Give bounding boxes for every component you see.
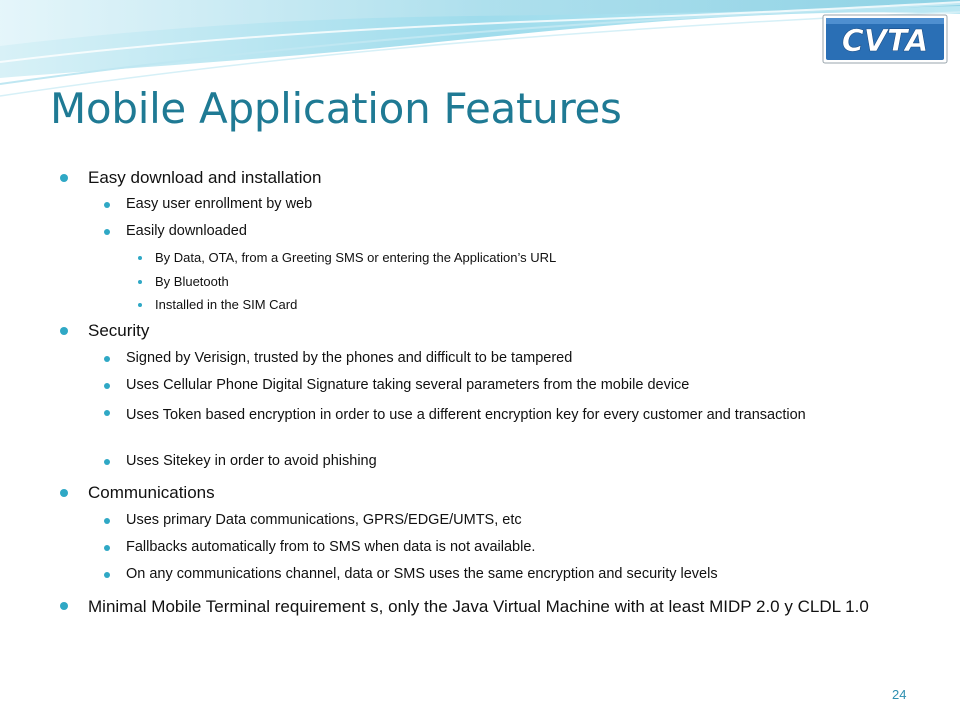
bullet-dot <box>138 280 142 284</box>
bullet-dot <box>104 356 110 362</box>
bullet-item: Uses primary Data communications, GPRS/EDGE/UMTS, etc <box>126 512 522 528</box>
bullet-dot <box>104 545 110 551</box>
bullet-item: Easily downloaded <box>126 223 247 239</box>
bullet-item: On any communications channel, data or SMS uses the same encryption and security levels <box>126 566 718 582</box>
bullet-item: Minimal Mobile Terminal requirement s, only the Java Virtual Machine with at least MIDP 2.0 y CLDL 1.0 <box>88 597 869 616</box>
bullet-item: By Bluetooth <box>155 274 229 289</box>
bullet-item: Communications <box>88 483 215 502</box>
bullet-dot <box>60 174 68 182</box>
bullet-item: Security <box>88 321 150 340</box>
bullet-dot <box>138 303 142 307</box>
bullet-item: Installed in the SIM Card <box>155 297 298 312</box>
bullet-dot <box>104 229 110 235</box>
bullet-item: Signed by Verisign, trusted by the phones and difficult to be tampered <box>126 350 573 366</box>
bullet-item: Uses Cellular Phone Digital Signature taking several parameters from the mobile device <box>126 377 690 393</box>
bullet-dot <box>60 602 68 610</box>
bullet-item: Fallbacks automatically from to SMS when data is not available. <box>126 539 536 555</box>
bullet-dot <box>104 572 110 578</box>
bullet-item: Easy download and installation <box>88 168 322 187</box>
bullet-item: Easy user enrollment by web <box>126 196 313 212</box>
bullet-dot <box>138 256 142 260</box>
bullet-item: Uses Token based encryption in order to use a different encryption key for every customer and transaction <box>126 407 806 423</box>
bullet-dot <box>104 202 110 208</box>
bullet-dot <box>104 383 110 389</box>
logo-text: CVTA <box>841 24 929 59</box>
bullet-dot <box>104 459 110 465</box>
page-number: 24 <box>892 687 907 702</box>
bullet-dot <box>104 410 110 416</box>
bullet-dot <box>60 327 68 335</box>
bullet-item: By Data, OTA, from a Greeting SMS or entering the Application’s URL <box>155 250 557 265</box>
slide-title: Mobile Application Features <box>50 84 622 133</box>
bullet-dot <box>104 518 110 524</box>
bullet-item: Uses Sitekey in order to avoid phishing <box>126 453 377 469</box>
bullet-dot <box>60 489 68 497</box>
